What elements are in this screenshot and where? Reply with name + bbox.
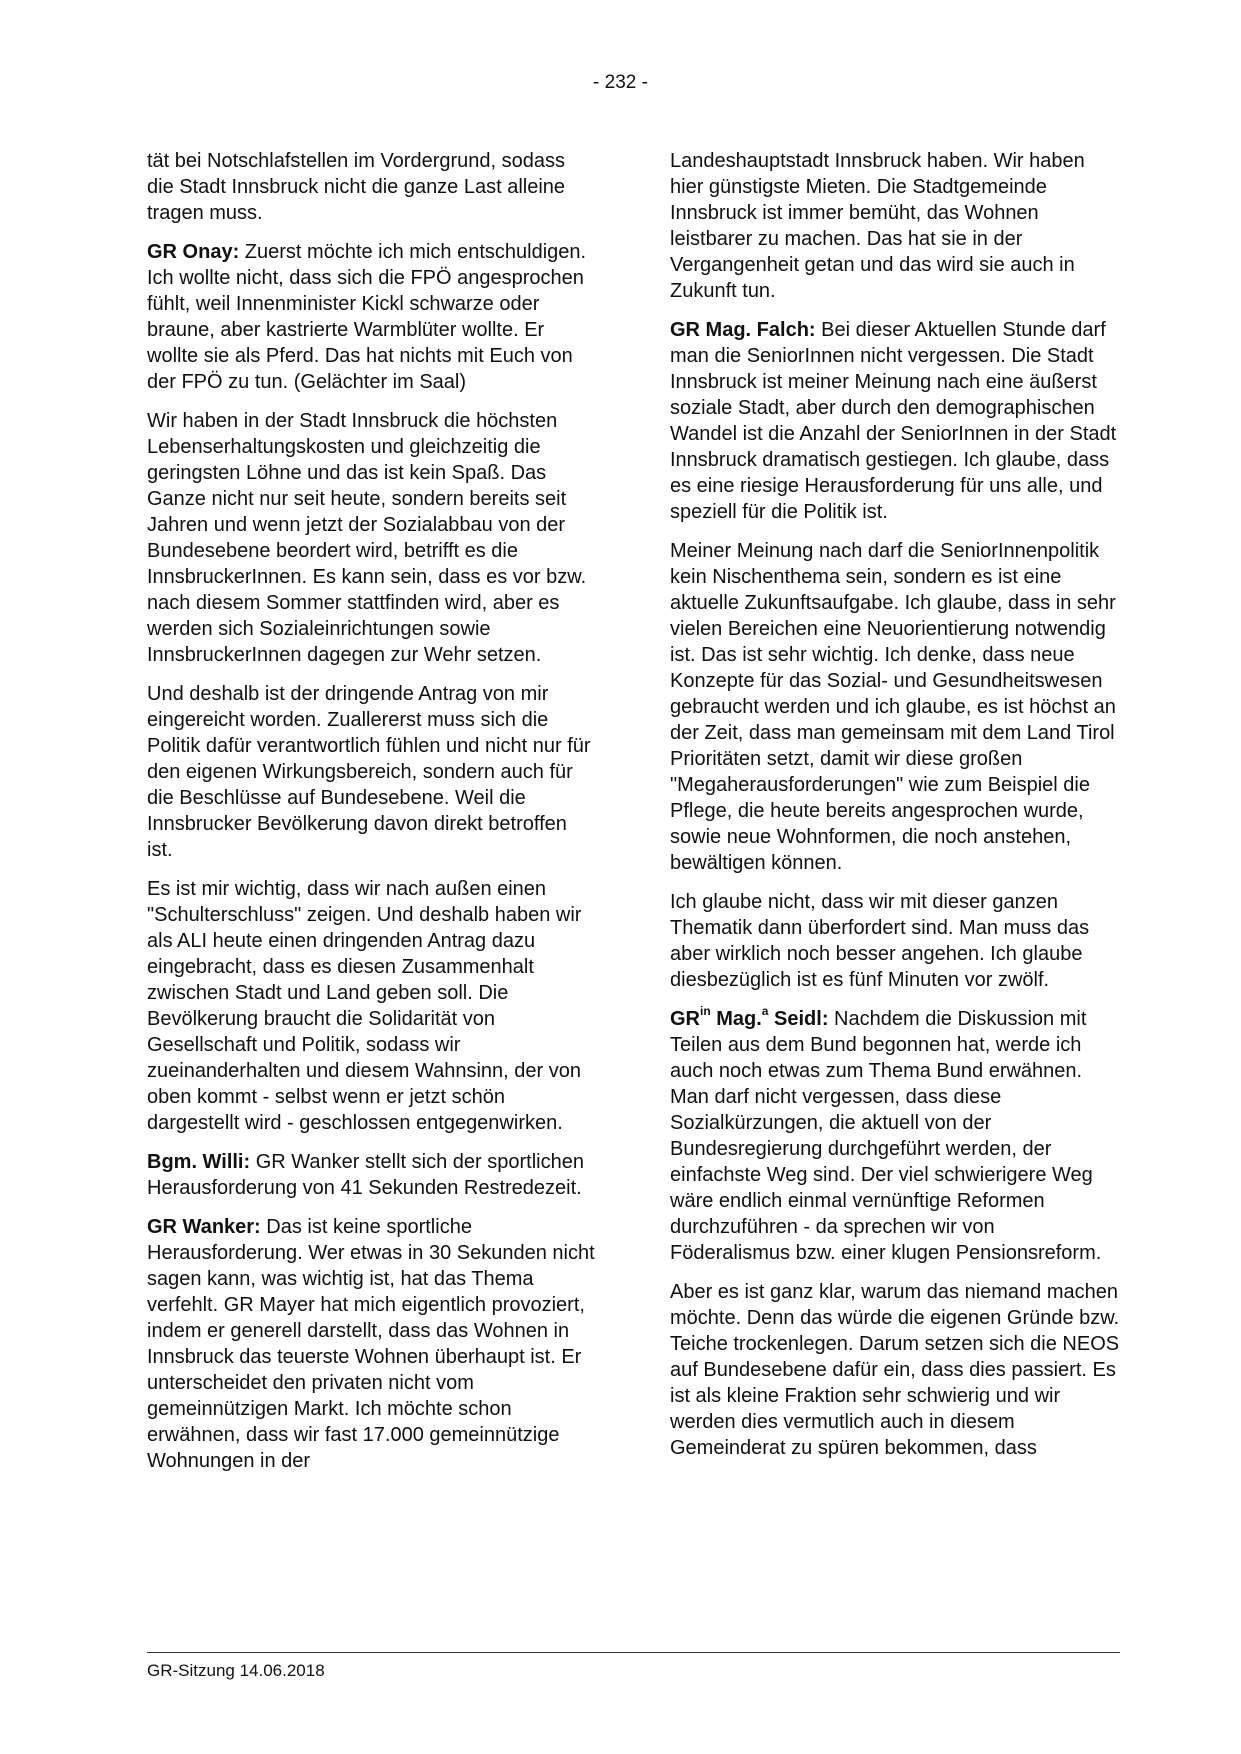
- speech-seidl: [670, 1006, 1120, 1266]
- speaker-name: Bgm. Willi:: [147, 1151, 251, 1173]
- speech-text: Das ist keine sportliche Herausforderung. Wer etwas in 30 Sekunden nicht sagen kann, was wichtig ist, hat das Thema verfehlt. GR Mayer hat mich eigentlich provoziert, indem er generell darstellt, dass das Wohnen in Innsbruck das teuerste Wohnen überhaupt ist. Er unterscheidet den privaten nicht vom gemeinnützigen Markt. Ich möchte schon erwähnen, dass wir fast 17.000 gemeinnützige Wohnungen in der: [147, 1216, 595, 1472]
- speaker-title: GR: [670, 1008, 700, 1030]
- speaker-name: GR Mag. Falch:: [670, 319, 816, 341]
- left-column: [147, 148, 597, 1487]
- speaker-name: GR Wanker:: [147, 1216, 261, 1238]
- paragraph: tät bei Notschlafstellen im Vordergrund, sodass die Stadt Innsbruck nicht die ganze Last alleine tragen muss.: [147, 150, 566, 224]
- paragraph: Aber es ist ganz klar, warum das niemand machen möchte. Denn das würde die eigenen Gründe bzw. Teiche trockenlegen. Darum setzen sich die NEOS auf Bundesebene dafür ein, dass dies passiert. Es ist als kleine Fraktion sehr schwierig und wir werden dies vermutlich auch in diesem Gemeinderat zu spüren bekommen, dass: [670, 1281, 1120, 1459]
- footer-session-date: GR-Sitzung 14.06.2018: [147, 1661, 325, 1680]
- speaker-name: GR Onay:: [147, 241, 240, 263]
- page-number: - 232 -: [593, 72, 648, 93]
- speech-falch: [670, 317, 1120, 525]
- footer-divider: [147, 1652, 1120, 1653]
- speech-wanker: [147, 1214, 597, 1474]
- paragraph: Es ist mir wichtig, dass wir nach außen einen "Schulterschluss" zeigen. Und deshalb haben wir als ALI heute einen dringenden Antrag dazu eingebracht, dass es diesen Zusammenhalt zwischen Stadt und Land geben soll. Die Bevölkerung braucht die Solidarität von Gesellschaft und Politik, sodass wir zueinanderhalten und diesem Wahnsinn, der von oben kommt - selbst wenn er jetzt schön dargestellt wird - geschlossen entgegenwirken.: [147, 878, 582, 1134]
- speaker-surname: Seidl:: [768, 1008, 829, 1030]
- speaker-name: [670, 1004, 829, 1030]
- speaker-degree: Mag.: [710, 1008, 762, 1030]
- paragraph: Landeshauptstadt Innsbruck haben. Wir haben hier günstigste Mieten. Die Stadtgemeinde Innsbruck ist immer bemüht, das Wohnen leistbarer zu machen. Das hat sie in der Vergangenheit getan und das wird sie auch in Zukunft tun.: [670, 150, 1085, 302]
- paragraph: Und deshalb ist der dringende Antrag von mir eingereicht worden. Zuallererst muss sich die Politik dafür verantwortlich fühlen und nicht nur für den eigenen Wirkungsbereich, sondern auch für die Beschlüsse auf Bundesebene. Weil die Innsbrucker Bevölkerung davon direkt betroffen ist.: [147, 683, 591, 861]
- speech-text: Nachdem die Diskussion mit Teilen aus dem Bund begonnen hat, werde ich auch noch etwas zum Thema Bund erwähnen. Man darf nicht vergessen, dass diese Sozialkürzungen, die aktuell von der Bundesregierung durchgeführt werden, der einfachste Weg sind. Der viel schwierigere Weg wäre endlich einmal vernünftige Reformen durchzuführen - da sprechen wir von Föderalismus bzw. einer klugen Pensionsreform.: [670, 1008, 1102, 1264]
- speech-willi: [147, 1149, 597, 1201]
- paragraph: Wir haben in der Stadt Innsbruck die höchsten Lebenserhaltungskosten und gleichzeitig die geringsten Löhne und das ist kein Spaß. Das Ganze nicht nur seit heute, sondern bereits seit Jahren und wenn jetzt der Sozialabbau von der Bundesebene beordert wird, betrifft es die InnsbruckerInnen. Es kann sein, dass es vor bzw. nach diesem Sommer stattfinden wird, aber es werden sich Sozialeinrichtungen sowie InnsbruckerInnen dagegen zur Wehr setzen.: [147, 410, 587, 666]
- speech-text: Bei dieser Aktuellen Stunde darf man die SeniorInnen nicht vergessen. Die Stadt Innsbruck ist meiner Meinung nach eine äußerst soziale Stadt, aber durch den demographischen Wandel ist die Anzahl der SeniorInnen in der Stadt Innsbruck dramatisch gestiegen. Ich glaube, dass es eine riesige Herausforderung für uns alle, und speziell für die Politik ist.: [670, 319, 1117, 523]
- paragraph: Ich glaube nicht, dass wir mit dieser ganzen Thematik dann überfordert sind. Man muss das aber wirklich noch besser angehen. Ich glaube diesbezüglich ist es fünf Minuten vor zwölf.: [670, 891, 1090, 991]
- paragraph: Meiner Meinung nach darf die SeniorInnenpolitik kein Nischenthema sein, sondern es ist eine aktuelle Zukunftsaufgabe. Ich glaube, dass in sehr vielen Bereichen eine Neuorientierung notwendig ist. Das ist sehr wichtig. Ich denke, dass neue Konzepte für das Sozial- und Gesundheitswesen gebraucht werden und ich glaube, es ist höchst an der Zeit, dass man gemeinsam mit dem Land Tirol Prioritäten setzt, damit wir diese großen "Megaherausforderungen" wie zum Beispiel die Pflege, die heute bereits angesprochen wurde, sowie neue Wohnformen, die noch anstehen, bewältigen können.: [670, 540, 1116, 874]
- speech-text: GR Wanker stellt sich der sportlichen Herausforderung von 41 Sekunden Restredezeit.: [147, 1151, 584, 1199]
- right-column: [670, 148, 1120, 1474]
- speaker-degree-superscript: a: [761, 1004, 769, 1019]
- speech-onay: [147, 239, 597, 395]
- speaker-title-superscript: in: [700, 1004, 711, 1019]
- speech-text: Zuerst möchte ich mich entschuldigen. Ich wollte nicht, dass sich die FPÖ angesprochen fühlt, weil Innenminister Kickl schwarze oder braune, aber kastrierte Warmblüter wollte. Er wollte sie als Pferd. Das hat nichts mit Euch von der FPÖ zu tun. (Gelächter im Saal): [147, 241, 587, 393]
